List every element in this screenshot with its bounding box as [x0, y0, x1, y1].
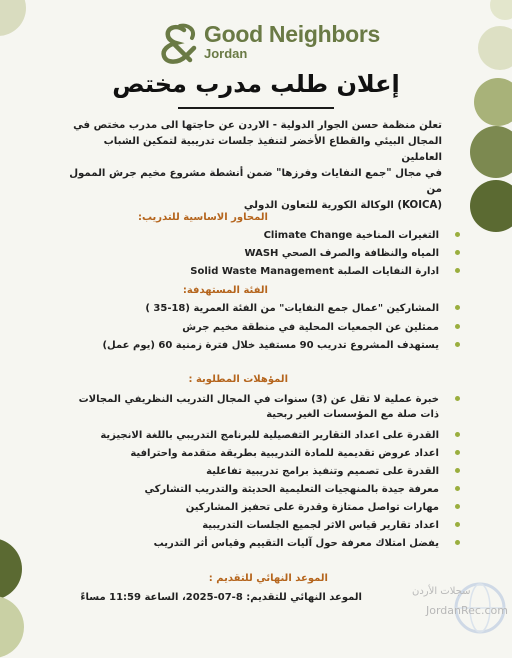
list-item: المياه والنظافة والصرف الصحي WASH	[244, 248, 439, 259]
bullet-icon	[455, 486, 460, 491]
deadline-text: الموعد النهائي للتقديم: 8-07-2025، الساعة 11:59 مساءً	[80, 592, 362, 603]
intro-line: (KOICA) الوكالة الكورية للتعاون الدولي	[243, 200, 442, 211]
list-item: ادارة النفايات الصلبة Solid Waste Management	[190, 266, 439, 277]
bullet-icon	[455, 268, 460, 273]
section-heading-deadline: الموعد النهائي للتقديم :	[208, 573, 328, 584]
deco-circle	[470, 180, 512, 232]
logo-country: Jordan	[204, 46, 248, 61]
bullet-icon	[455, 232, 460, 237]
list-item: التغيرات المناخية Climate Change	[263, 230, 439, 241]
intro-paragraph	[62, 118, 442, 214]
deco-circle	[0, 0, 26, 36]
ampersand-logo-icon	[154, 22, 202, 66]
section-heading-qualifications: المؤهلات المطلوبة :	[188, 374, 288, 385]
section-heading-target: الفئة المستهدفة:	[182, 285, 268, 296]
bullet-icon	[455, 432, 460, 437]
deco-circle	[0, 538, 22, 600]
list-item: القدرة على اعداد التقارير التفصيلية للبرنامج التدريبي باللغة الانجيزية	[100, 430, 439, 441]
good-neighbors-logo	[154, 22, 380, 66]
list-item: القدرة على تصميم وتنفيذ برامج تدريبية تفاعلية	[206, 466, 439, 477]
deco-circle	[470, 126, 512, 178]
bullet-icon	[455, 305, 460, 310]
bullet-icon	[455, 450, 460, 455]
bullet-icon	[455, 540, 460, 545]
intro-line: تعلن منظمة حسن الجوار الدولية - الاردن عن حاجتها الى مدرب مختص في	[73, 120, 442, 131]
intro-line: المجال البيئي والقطاع الأخضر لتنفيذ جلسات تدريبية لتمكين الشباب العاملين	[103, 136, 442, 163]
deco-circle	[490, 0, 512, 20]
watermark-latin: JordanRec.com	[426, 604, 508, 617]
bullet-icon	[455, 468, 460, 473]
bullet-icon	[455, 504, 460, 509]
bullet-icon	[455, 522, 460, 527]
title-underline	[178, 107, 334, 109]
bullet-icon	[455, 396, 460, 401]
list-item: اعداد عروض تقديمية للمادة التدريبية بطريقة متقدمة واحترافية	[130, 448, 439, 459]
section-heading-axes: المحاور الاساسية للتدريب:	[137, 212, 268, 223]
page-title: إعلان طلب مدرب مختص	[112, 70, 400, 98]
bullet-icon	[455, 324, 460, 329]
list-item: معرفة جيدة بالمنهجيات التعليمية الحديثة والتدريب التشاركي	[144, 484, 439, 495]
watermark-arabic: سجلات الأردن	[412, 586, 471, 597]
deco-circle	[478, 26, 512, 70]
bullet-icon	[455, 250, 460, 255]
bullet-icon	[455, 342, 460, 347]
intro-line: في مجال "جمع النفايات وفرزها" ضمن أنشطة مشروع مخيم جرش الممول من	[69, 168, 442, 195]
list-item: خبرة عملية لا تقل عن (3) سنوات في المجال التدريب النظريفي المجالات ذات صلة مع المؤسسات الغير ربحية	[78, 394, 439, 420]
list-item: يفضل امتلاك معرفة حول آليات التقييم وقياس أثر التدريب	[153, 538, 439, 549]
list-item: مهارات تواصل ممتازة وقدرة على تحفيز المشاركين	[185, 502, 439, 513]
deco-circle	[0, 596, 24, 658]
list-item: اعداد تقارير قياس الاثر لجميع الجلسات التدريبية	[202, 520, 439, 531]
list-item: ممثلين عن الجمعيات المحلية في منطقة مخيم جرش	[182, 322, 439, 333]
list-item: يستهدف المشروع تدريب 90 مستفيد خلال فترة زمنية 60 (يوم عمل)	[102, 340, 439, 351]
list-item: المشاركين "عمال جمع النفايات" من الفئة العمرية (18-35 )	[145, 303, 439, 314]
logo-name: Good Neighbors	[204, 21, 380, 47]
